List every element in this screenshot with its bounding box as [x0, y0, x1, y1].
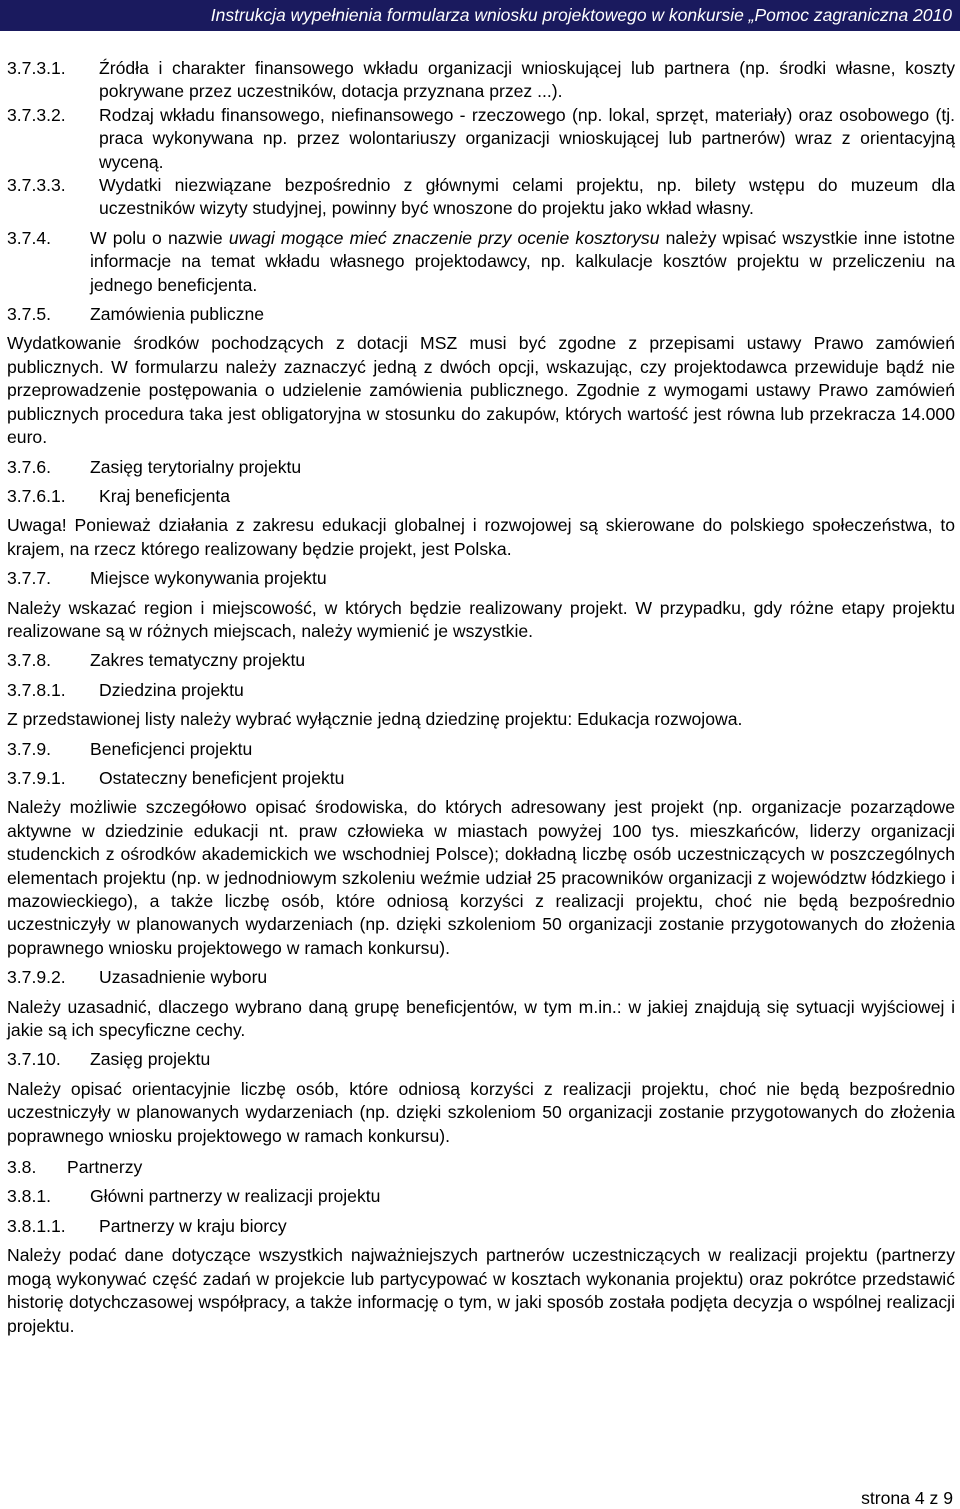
section-number: 3.8. [7, 1157, 37, 1178]
section-number: 3.7.6.1. [7, 485, 66, 506]
section-number: 3.7.9.2. [7, 967, 66, 988]
section-3-8-1-1 [7, 1215, 955, 1238]
section-number: 3.8.1. [7, 1186, 52, 1207]
section-3-7-4 [7, 227, 955, 297]
document-header [0, 0, 960, 31]
section-number: 3.7.3.2. [7, 104, 66, 125]
section-text: Rodzaj wkładu finansowego, niefinansowego - rzeczowego (np. lokal, sprzęt, materiały) oraz osobowego (tj. praca wykonywana np. przez wolontariuszy organizacji wnioskującej lub partnerów) wraz z orientacyjną wyceną. [99, 104, 955, 172]
text-after: należy wpisać wszystkie inne istotne informacje na temat wkładu własnego projektodawcy, np. kalkulacje kosztów projektu w przeliczeniu na jednego beneficjenta. [90, 227, 955, 295]
paragraph-3-8-1-1: Należy podać dane dotyczące wszystkich najważniejszych partnerów uczestniczących w realizacji projektu (partnerzy mogą wykonywać część zadań w projekcie lub partycypować w kosztach wykonania projektu) oraz pokrótce przedstawić historię dotychczasowej współpracy, a także informację o tym, w jaki sposób została podjęta decyzja o wspólnej realizacji projektu. [7, 1245, 955, 1336]
section-heading: Partnerzy [67, 1157, 143, 1178]
paragraph-3-7-10: Należy opisać orientacyjnie liczbę osób, które odniosą korzyści z realizacji projektu, choć nie będą bezpośrednio uczestniczyły w planowanych wydarzeniach (np. dzięki szkoleniom 50 organizacji zostanie przygotowanych do złożenia poprawnego wniosku projektowego w ramach konkursu). [7, 1078, 955, 1146]
section-3-7-9-1 [7, 767, 955, 790]
document-body [7, 57, 955, 1338]
section-text [90, 227, 955, 297]
section-3-7-8-1 [7, 679, 955, 702]
paragraph-3-7-8-1: Z przedstawionej listy należy wybrać wyłącznie jedną dziedzinę projektu: Edukacja rozwojowa. [7, 709, 743, 730]
section-text: Wydatki niezwiązane bezpośrednio z głównymi celami projektu, np. bilety wstępu do muzeum dla uczestników wizyty studyjnej, powinny być wnoszone do projektu jako wkład własny. [99, 175, 955, 219]
section-number: 3.7.9. [7, 738, 52, 759]
section-3-7-3-3 [7, 174, 955, 221]
section-heading: Zasięg projektu [90, 1049, 211, 1070]
section-number: 3.7.5. [7, 304, 52, 325]
section-3-7-3-2 [7, 104, 955, 174]
paragraph-3-7-6-1: Uwaga! Ponieważ działania z zakresu edukacji globalnej i rozwojowej są skierowane do polskiego społeczeństwa, to krajem, na rzecz którego realizowany będzie projekt, jest Polska. [7, 515, 955, 559]
section-3-7-7 [7, 567, 955, 590]
section-number: 3.7.6. [7, 456, 52, 477]
section-3-7-5 [7, 303, 955, 326]
section-number: 3.8.1.1. [7, 1215, 66, 1236]
section-3-7-9-2 [7, 966, 955, 989]
paragraph-3-7-5: Wydatkowanie środków pochodzących z dotacji MSZ musi być zgodne z przepisami ustawy Prawo zamówień publicznych. W formularzu należy zaznaczyć jedną z dwóch opcji, wskazując, czy projektodawca przewiduje bądź nie przeprowadzenie postępowania o udzielenie zamówienia publicznego. Zgodnie z wymogami ustawy Prawo zamówień publicznych procedura taka jest obligatoryjna w stosunku do zakupów, których wartość jest równa lub przekracza 14.000 euro. [7, 333, 955, 448]
section-heading: Zakres tematyczny projektu [90, 650, 306, 671]
section-text: Źródła i charakter finansowego wkładu organizacji wnioskującej lub partnera (np. środki własne, koszty pokrywane przez uczestników, dotacja przyznana przez ...). [99, 58, 955, 102]
section-3-7-8 [7, 649, 955, 672]
paragraph-3-7-9-1: Należy możliwie szczegółowo opisać środowiska, do których adresowany jest projekt (np. organizacje pozarządowe aktywne w dziedzinie edukacji nt. praw człowieka w miastach powyżej 100 tys. mieszkańców, liderzy organizacji studenckich z ośrodków akademickich we wschodniej Polsce); dokładną liczbę osób uczestniczących w poszczególnych elementach projektu (np. w jednodniowym szkoleniu weźmie udział 25 pracowników organizacji z województw łódzkiego i mazowieckiego), a także liczbę osób, które odniosą korzyści z realizacji projektu, choć nie będą bezpośrednio uczestniczyły w planowanych wydarzeniach (np. dzięki szkoleniom 50 organizacji zostanie przygotowanych do złożenia poprawnego wniosku projektowego w ramach konkursu). [7, 797, 955, 958]
section-number: 3.7.3.1. [7, 58, 66, 78]
section-number: 3.7.8.1. [7, 679, 66, 700]
section-heading: Beneficjenci projektu [90, 738, 253, 759]
section-3-7-9 [7, 738, 955, 761]
section-heading: Zasięg terytorialny projektu [90, 456, 302, 477]
paragraph-3-7-9-2: Należy uzasadnić, dlaczego wybrano daną grupę beneficjentów, w tym m.in.: w jakiej znajdują się sytuacji wyjściowej i jakie są ich specyficzne cechy. [7, 996, 955, 1041]
section-heading: Partnerzy w kraju biorcy [99, 1215, 287, 1236]
section-3-7-10 [7, 1048, 955, 1071]
section-heading: Główni partnerzy w realizacji projektu [90, 1186, 381, 1207]
section-number: 3.7.8. [7, 650, 52, 671]
section-number: 3.7.3.3. [7, 175, 66, 196]
field-name-italic: uwagi mogące mieć znaczenie przy ocenie kosztorysu [228, 227, 660, 248]
section-heading: Kraj beneficjenta [99, 485, 231, 506]
section-heading: Uzasadnienie wyboru [99, 967, 268, 988]
section-3-8 [7, 1156, 955, 1179]
section-number: 3.7.9.1. [7, 767, 66, 788]
section-number: 3.7.7. [7, 568, 52, 589]
paragraph-3-7-7: Należy wskazać region i miejscowość, w których będzie realizowany projekt. W przypadku, gdy różne etapy projektu realizowane są w różnych miejscach, należy wymienić je wszystkie. [7, 597, 955, 641]
section-heading: Ostateczny beneficjent projektu [99, 767, 345, 788]
section-heading: Zamówienia publiczne [90, 304, 265, 325]
section-3-7-6-1 [7, 485, 955, 508]
section-3-8-1 [7, 1185, 955, 1208]
text-before: W polu o nazwie [90, 227, 229, 248]
section-number: 3.7.4. [7, 227, 52, 248]
section-number: 3.7.10. [7, 1049, 61, 1070]
section-3-7-6 [7, 456, 955, 479]
section-heading: Miejsce wykonywania projektu [90, 568, 327, 589]
section-heading: Dziedzina projektu [99, 679, 244, 700]
page-number: strona 4 z 9 [861, 1488, 953, 1508]
section-3-7-3-1 [7, 57, 955, 104]
header-title: Instrukcja wypełnienia formularza wniosku projektowego w konkursie „Pomoc zagraniczna 2010 [210, 5, 952, 25]
